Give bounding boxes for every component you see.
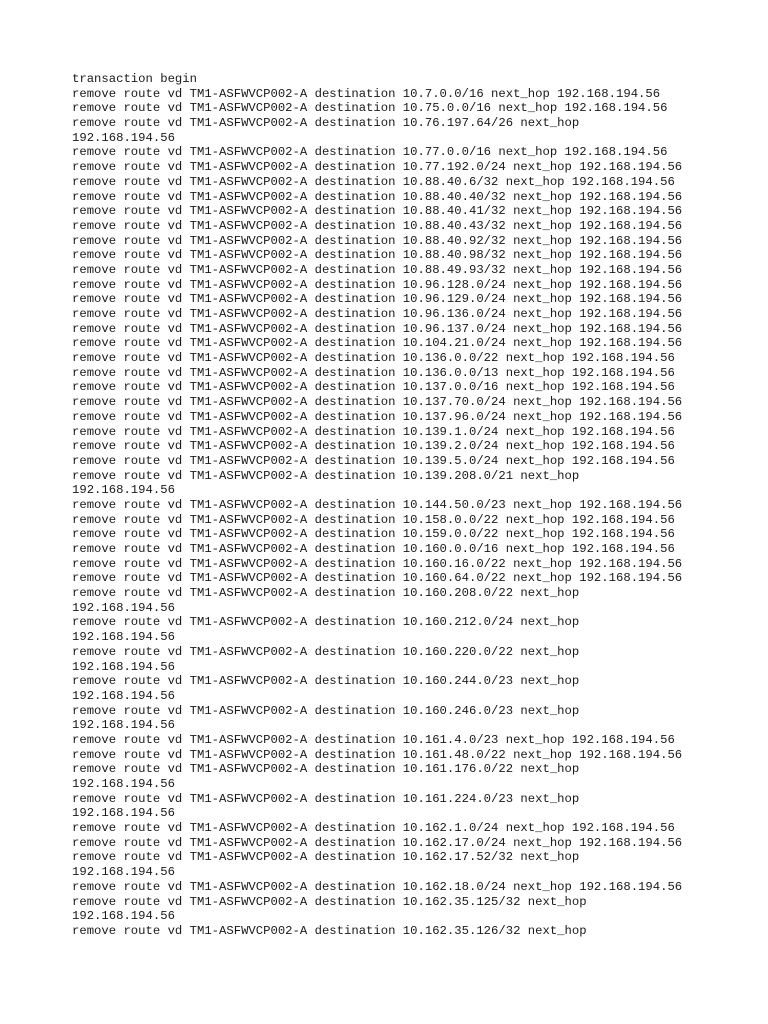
route-command-line: remove route vd TM1-ASFWVCP002-A destination 10.161.224.0/23 next_hop [72, 791, 580, 806]
route-command-line: remove route vd TM1-ASFWVCP002-A destination 10.160.208.0/22 next_hop [72, 586, 580, 601]
route-command-line: remove route vd TM1-ASFWVCP002-A destination 10.96.129.0/24 next_hop 192.168.194.56 [72, 292, 683, 307]
route-command-line: remove route vd TM1-ASFWVCP002-A destination 10.88.40.40/32 next_hop 192.168.194.56 [72, 189, 683, 204]
route-command-line: remove route vd TM1-ASFWVCP002-A destination 10.136.0.0/13 next_hop 192.168.194.56 [72, 365, 675, 380]
route-command-line: remove route vd TM1-ASFWVCP002-A destination 10.162.35.126/32 next_hop [72, 923, 587, 938]
route-command-line: remove route vd TM1-ASFWVCP002-A destination 10.160.212.0/24 next_hop [72, 615, 580, 630]
route-command-line: 192.168.194.56 [72, 630, 175, 645]
route-command-line: remove route vd TM1-ASFWVCP002-A destination 10.160.246.0/23 next_hop [72, 703, 580, 718]
route-command-line: remove route vd TM1-ASFWVCP002-A destination 10.162.18.0/24 next_hop 192.168.194.56 [72, 879, 683, 894]
route-command-line: remove route vd TM1-ASFWVCP002-A destination 10.137.96.0/24 next_hop 192.168.194.56 [72, 409, 683, 424]
route-command-line: remove route vd TM1-ASFWVCP002-A destination 10.137.70.0/24 next_hop 192.168.194.56 [72, 395, 683, 410]
route-command-line: 192.168.194.56 [72, 483, 175, 498]
route-command-line: remove route vd TM1-ASFWVCP002-A destination 10.160.244.0/23 next_hop [72, 674, 580, 689]
route-command-line: remove route vd TM1-ASFWVCP002-A destination 10.88.40.43/32 next_hop 192.168.194.56 [72, 218, 683, 233]
route-command-line: remove route vd TM1-ASFWVCP002-A destination 10.96.137.0/24 next_hop 192.168.194.56 [72, 321, 683, 336]
route-command-line: 192.168.194.56 [72, 777, 175, 791]
route-command-line: remove route vd TM1-ASFWVCP002-A destination 10.144.50.0/23 next_hop 192.168.194.56 [72, 497, 683, 512]
route-command-line: remove route vd TM1-ASFWVCP002-A destination 10.139.2.0/24 next_hop 192.168.194.56 [72, 439, 675, 454]
route-command-line: 192.168.194.56 [72, 130, 175, 145]
route-command-line: remove route vd TM1-ASFWVCP002-A destination 10.159.0.0/22 next_hop 192.168.194.56 [72, 527, 675, 542]
route-command-line: remove route vd TM1-ASFWVCP002-A destination 10.88.40.6/32 next_hop 192.168.194.56 [72, 174, 675, 189]
route-command-line: 192.168.194.56 [72, 909, 175, 924]
route-command-line: remove route vd TM1-ASFWVCP002-A destination 10.75.0.0/16 next_hop 192.168.194.56 [72, 101, 668, 116]
route-command-line: remove route vd TM1-ASFWVCP002-A destination 10.160.0.0/16 next_hop 192.168.194.56 [72, 542, 675, 556]
route-command-line: remove route vd TM1-ASFWVCP002-A destination 10.160.16.0/22 next_hop 192.168.194.56 [72, 556, 683, 571]
route-command-line: remove route vd TM1-ASFWVCP002-A destination 10.136.0.0/22 next_hop 192.168.194.56 [72, 351, 675, 366]
route-command-line: remove route vd TM1-ASFWVCP002-A destination 10.139.208.0/21 next_hop [72, 468, 580, 483]
route-command-line: remove route vd TM1-ASFWVCP002-A destination 10.139.5.0/24 next_hop 192.168.194.56 [72, 453, 675, 468]
route-command-line: remove route vd TM1-ASFWVCP002-A destination 10.7.0.0/16 next_hop 192.168.194.56 [72, 86, 661, 101]
route-command-line: remove route vd TM1-ASFWVCP002-A destination 10.160.64.0/22 next_hop 192.168.194.56 [72, 571, 683, 586]
route-command-line: 192.168.194.56 [72, 718, 175, 733]
route-command-line: remove route vd TM1-ASFWVCP002-A destination 10.162.17.52/32 next_hop [72, 850, 580, 865]
route-command-line: 192.168.194.56 [72, 659, 175, 674]
route-command-line: remove route vd TM1-ASFWVCP002-A destination 10.160.220.0/22 next_hop [72, 644, 580, 659]
route-command-line: remove route vd TM1-ASFWVCP002-A destination 10.139.1.0/24 next_hop 192.168.194.56 [72, 424, 675, 439]
route-command-line: remove route vd TM1-ASFWVCP002-A destination 10.137.0.0/16 next_hop 192.168.194.56 [72, 380, 675, 395]
route-command-line: remove route vd TM1-ASFWVCP002-A destination 10.88.40.41/32 next_hop 192.168.194.56 [72, 204, 683, 219]
route-command-line: 192.168.194.56 [72, 600, 175, 615]
route-command-line: remove route vd TM1-ASFWVCP002-A destination 10.104.21.0/24 next_hop 192.168.194.56 [72, 336, 683, 351]
route-command-line: remove route vd TM1-ASFWVCP002-A destination 10.88.49.93/32 next_hop 192.168.194.56 [72, 262, 683, 277]
route-command-line: remove route vd TM1-ASFWVCP002-A destination 10.161.176.0/22 next_hop [72, 762, 580, 777]
route-command-line: remove route vd TM1-ASFWVCP002-A destination 10.158.0.0/22 next_hop 192.168.194.56 [72, 512, 675, 527]
route-command-line: 192.168.194.56 [72, 806, 175, 821]
route-command-line: remove route vd TM1-ASFWVCP002-A destination 10.76.197.64/26 next_hop [72, 116, 580, 131]
route-command-line: remove route vd TM1-ASFWVCP002-A destination 10.161.48.0/22 next_hop 192.168.194.56 [72, 747, 683, 762]
route-command-line: remove route vd TM1-ASFWVCP002-A destination 10.162.17.0/24 next_hop 192.168.194.56 [72, 835, 683, 850]
route-command-line: remove route vd TM1-ASFWVCP002-A destination 10.77.192.0/24 next_hop 192.168.194.56 [72, 160, 683, 175]
route-command-line: remove route vd TM1-ASFWVCP002-A destination 10.88.40.92/32 next_hop 192.168.194.56 [72, 233, 683, 248]
route-command-line: 192.168.194.56 [72, 865, 175, 880]
route-command-line: remove route vd TM1-ASFWVCP002-A destination 10.162.1.0/24 next_hop 192.168.194.56 [72, 821, 675, 836]
route-command-line: remove route vd TM1-ASFWVCP002-A destination 10.88.40.98/32 next_hop 192.168.194.56 [72, 248, 683, 263]
route-command-line: remove route vd TM1-ASFWVCP002-A destination 10.77.0.0/16 next_hop 192.168.194.56 [72, 145, 668, 160]
route-command-line: 192.168.194.56 [72, 688, 175, 703]
route-command-line: remove route vd TM1-ASFWVCP002-A destination 10.96.136.0/24 next_hop 192.168.194.56 [72, 307, 683, 321]
document-body [72, 72, 712, 939]
route-command-line: remove route vd TM1-ASFWVCP002-A destination 10.161.4.0/23 next_hop 192.168.194.56 [72, 732, 675, 747]
transaction-begin-line: transaction begin [72, 72, 197, 86]
route-command-line: remove route vd TM1-ASFWVCP002-A destination 10.162.35.125/32 next_hop [72, 894, 587, 909]
route-command-line: remove route vd TM1-ASFWVCP002-A destination 10.96.128.0/24 next_hop 192.168.194.56 [72, 277, 683, 292]
